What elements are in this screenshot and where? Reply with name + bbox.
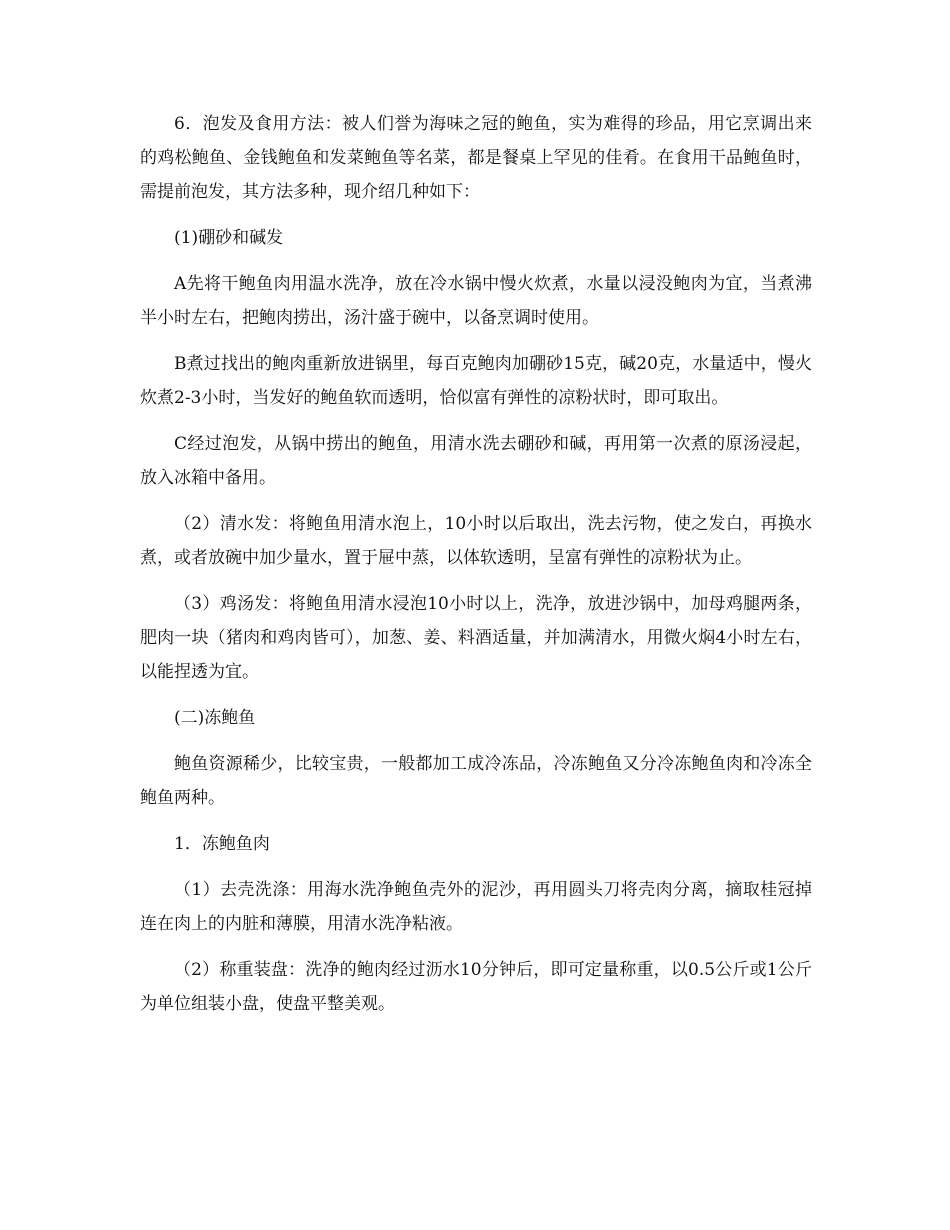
paragraph-soaking-methods-intro: 6．泡发及食用方法：被人们誉为海味之冠的鲍鱼，实为难得的珍品，用它烹调出来的鸡松鲍鱼、金钱鲍鱼和发菜鲍鱼等名菜，都是餐桌上罕见的佳肴。在食用干品鲍鱼时，需提前泡发，其方法多种，现介绍几种如下： (140, 114, 812, 202)
paragraph-step-c: C经过泡发，从锅中捞出的鲍鱼，用清水洗去硼砂和碱，再用第一次煮的原汤浸起，放入冰箱中备用。 (140, 434, 812, 488)
document-body (140, 107, 812, 1033)
paragraph-weighing-plating: （2）称重装盘：洗净的鲍肉经过沥水10分钟后，即可定量称重，以0.5公斤或1公斤为单位组装小盘，使盘平整美观。 (140, 960, 812, 1014)
paragraph-water-soaking: （2）清水发：将鲍鱼用清水泡上，10小时以后取出，洗去污物，使之发白，再换水煮，或者放碗中加少量水，置于屉中蒸，以体软透明，呈富有弹性的凉粉状为止。 (140, 514, 812, 568)
heading-borax-alkali-soaking: (1)硼砂和碱发 (174, 228, 284, 248)
heading-frozen-abalone: (二)冻鲍鱼 (174, 708, 256, 728)
paragraph-step-b: B煮过找出的鲍肉重新放进锅里，每百克鲍肉加硼砂15克，碱20克，水量适中，慢火炊煮2-3小时，当发好的鲍鱼软而透明，恰似富有弹性的凉粉状时，即可取出。 (140, 354, 812, 408)
paragraph-chicken-soup-soaking: （3）鸡汤发：将鲍鱼用清水浸泡10小时以上，洗净，放进沙锅中，加母鸡腿两条，肥肉一块（猪肉和鸡肉皆可），加葱、姜、料酒适量，并加满清水，用微火焖4小时左右，以能捏透为宜。 (140, 594, 812, 682)
paragraph-shelling-washing: （1）去壳洗涤：用海水洗净鲍鱼壳外的泥沙，再用圆头刀将壳肉分离，摘取桂冠掉连在肉上的内脏和薄膜，用清水洗净粘液。 (140, 880, 812, 934)
heading-frozen-abalone-meat: 1．冻鲍鱼肉 (174, 834, 270, 854)
paragraph-step-a: A先将干鲍鱼肉用温水洗净，放在冷水锅中慢火炊煮，水量以浸没鲍肉为宜，当煮沸半小时左右，把鲍肉捞出，汤汁盛于碗中，以备烹调时使用。 (140, 274, 812, 328)
paragraph-frozen-abalone-intro: 鲍鱼资源稀少，比较宝贵，一般都加工成冷冻品，冷冻鲍鱼又分冷冻鲍鱼肉和冷冻全鲍鱼两种。 (140, 754, 812, 808)
